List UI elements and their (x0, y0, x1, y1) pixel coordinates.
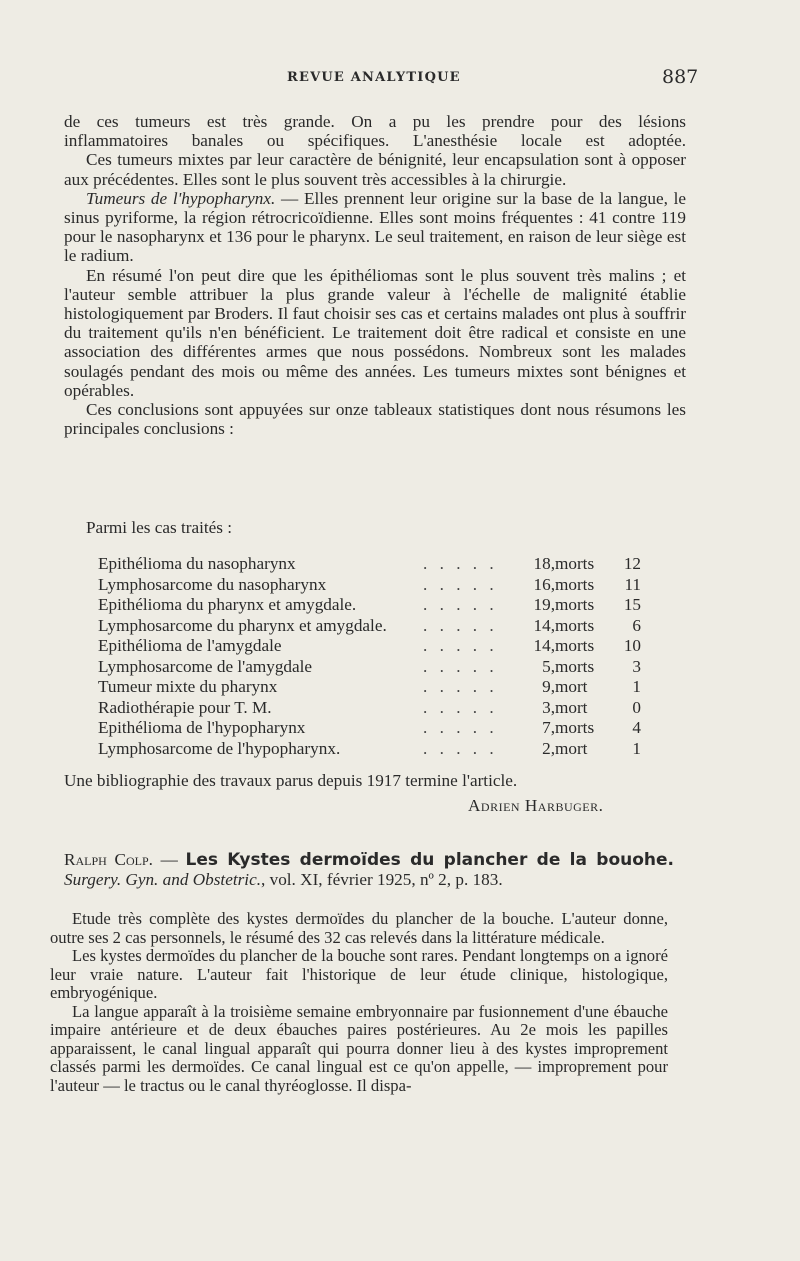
statistics-table (98, 554, 641, 759)
stats-deaths: 11 (624, 574, 641, 594)
stats-outcome: morts (555, 574, 595, 594)
stats-label: Lymphosarcome du nasopharynx (98, 574, 327, 594)
stats-row (98, 698, 641, 719)
subsection-heading: Tumeurs de l'hypopharynx. (86, 188, 276, 208)
stats-outcome: morts (555, 718, 595, 737)
stats-label: Epithélioma de l'amygdale (98, 636, 282, 655)
stats-outcome: morts (555, 554, 595, 573)
stats-deaths: 1 (632, 677, 641, 696)
stats-outcome: mort (555, 697, 588, 717)
stats-count: 19, (533, 595, 555, 614)
paragraph-1-line-1: de ces tumeurs est très grande. On a pu les prendre pour des lésions (64, 112, 686, 131)
paragraph-4: En résumé l'on peut dire que les épithéliomas sont le plus souvent très malins ; et l'auteur semble attribuer la plus grande valeur à l'échelle de malignité établie histologiquement par Broders. Il faut choisir ses cas et certains malades ont plus à souffrir du traitement qu'ils n'en bénéficient. Le traitement doit être radical et consiste en une association des différentes armes que nous possédons. Nombreux sont les malades soulagés pendant des mois ou même des années. Les tumeurs mixtes sont bénignes et opérables. (64, 265, 686, 400)
paragraph-3-text: — Elles prennent leur origine sur la base de la langue, le sinus pyriforme, la région rétrocricoïdienne. Elles sont moins fréquentes : 41 contre 119 pour le nasopharynx et 136 pour le pharynx. Le seul traitement, en raison de leur siège est le radium. (64, 188, 687, 266)
page-number: 887 (662, 66, 699, 88)
stats-dots: . . . . . (423, 738, 498, 758)
stats-dots: . . . . . (423, 677, 498, 696)
stats-count: 16, (533, 574, 555, 594)
paragraph-1-line-2: inflammatoires banales ou spécifiques. L'anesthésie locale est adoptée. (64, 131, 686, 151)
stats-row (98, 554, 641, 575)
second-paragraph-2: Les kystes dermoïdes du plancher de la bouche sont rares. Pendant longtemps on a ignoré leur vraie nature. L'auteur fait l'historique de leur étude clinique, histologique, embryogénique. (50, 946, 668, 1002)
stats-count: 14, (533, 615, 555, 635)
stats-label: Radiothérapie pour T. M. (98, 697, 272, 717)
stats-deaths: 10 (623, 636, 641, 655)
stats-dots: . . . . . (423, 656, 498, 676)
stats-row (98, 718, 641, 739)
stats-dots: . . . . . (423, 718, 498, 737)
stats-outcome: morts (555, 615, 595, 635)
stats-label: Epithélioma de l'hypopharynx (98, 718, 306, 737)
stats-intro: Parmi les cas traités : (86, 518, 233, 537)
stats-row (98, 636, 641, 657)
stats-count: 3, (542, 697, 555, 717)
paragraph-3 (64, 189, 686, 266)
article-dash: — (152, 850, 186, 869)
second-text-block (50, 910, 668, 1095)
stats-dots: . . . . . (423, 595, 498, 614)
article-journal: Surgery. Gyn. and Obstetric. (64, 870, 261, 889)
stats-count: 5, (542, 656, 555, 676)
article-heading (64, 850, 674, 890)
paragraph-5: Ces conclusions sont appuyées sur onze tableaux statistiques dont nous résumons les principales conclusions : (64, 400, 686, 439)
stats-deaths: 12 (623, 554, 641, 573)
paragraph-2: Ces tumeurs mixtes par leur caractère de bénignité, leur encapsulation sont à opposer aux précédentes. Elles sont le plus souvent très accessibles à la chirurgie. (64, 150, 686, 189)
stats-dots: . . . . . (423, 697, 498, 717)
stats-outcome: morts (555, 595, 595, 614)
stats-row (98, 616, 641, 637)
stats-label: Lymphosarcome du pharynx et amygdale. (98, 615, 387, 635)
stats-count: 18, (533, 554, 555, 573)
stats-count: 2, (542, 738, 555, 758)
article-title: Les Kystes dermoïdes du plancher de la bouohe. (185, 850, 675, 870)
running-title: REVUE ANALYTIQUE (287, 70, 461, 85)
second-paragraph-1: Etude très complète des kystes dermoïdes du plancher de la bouche. L'auteur donne, outre ses 2 cas personnels, le résumé des 32 cas relevés dans la littérature médicale. (50, 909, 668, 947)
article-citation: , vol. XI, février 1925, nº 2, p. 183. (261, 870, 503, 889)
running-header (0, 66, 800, 90)
stats-deaths: 15 (623, 595, 641, 614)
stats-dots: . . . . . (423, 636, 498, 655)
stats-row (98, 575, 641, 596)
stats-label: Lymphosarcome de l'hypopharynx. (98, 738, 341, 758)
stats-label: Epithélioma du pharynx et amygdale. (98, 595, 357, 614)
article-author: Ralph Colp. (64, 850, 153, 869)
stats-count: 9, (542, 677, 555, 696)
stats-row (98, 657, 641, 678)
stats-dots: . . . . . (423, 554, 498, 573)
stats-row (98, 739, 641, 760)
stats-label: Tumeur mixte du pharynx (98, 677, 278, 696)
stats-dots: . . . . . (423, 615, 498, 635)
stats-deaths: 4 (632, 718, 641, 737)
stats-deaths: 3 (632, 656, 641, 676)
signature: Adrien Harbuger. (468, 796, 604, 815)
stats-outcome: morts (555, 636, 595, 655)
stats-row (98, 677, 641, 698)
first-text-block (64, 112, 686, 438)
stats-row (98, 595, 641, 616)
stats-outcome: morts (555, 656, 595, 676)
stats-outcome: mort (555, 738, 588, 758)
stats-outcome: mort (555, 677, 588, 696)
stats-dots: . . . . . (423, 574, 498, 594)
stats-count: 14, (533, 636, 555, 655)
second-paragraph-3: La langue apparaît à la troisième semaine embryonnaire par fusionnement d'une ébauche impaire antérieure et de deux ébauches paires postérieures. Au 2e mois les papilles apparaissent, le canal lingual apparaît qui pourra donner lieu à des kystes improprement classés parmi les dermoïdes. Ce canal lingual est ce qu'on appelle, — improprement pour l'auteur — le tractus ou le canal thyréoglosse. Il dispa- (50, 1001, 668, 1095)
stats-label: Epithélioma du nasopharynx (98, 554, 296, 573)
bibliography-line: Une bibliographie des travaux parus depuis 1917 termine l'article. (64, 771, 518, 790)
stats-label: Lymphosarcome de l'amygdale (98, 656, 313, 676)
stats-deaths: 1 (632, 738, 641, 758)
stats-deaths: 0 (632, 697, 641, 717)
stats-count: 7, (542, 718, 555, 737)
stats-deaths: 6 (632, 615, 641, 635)
